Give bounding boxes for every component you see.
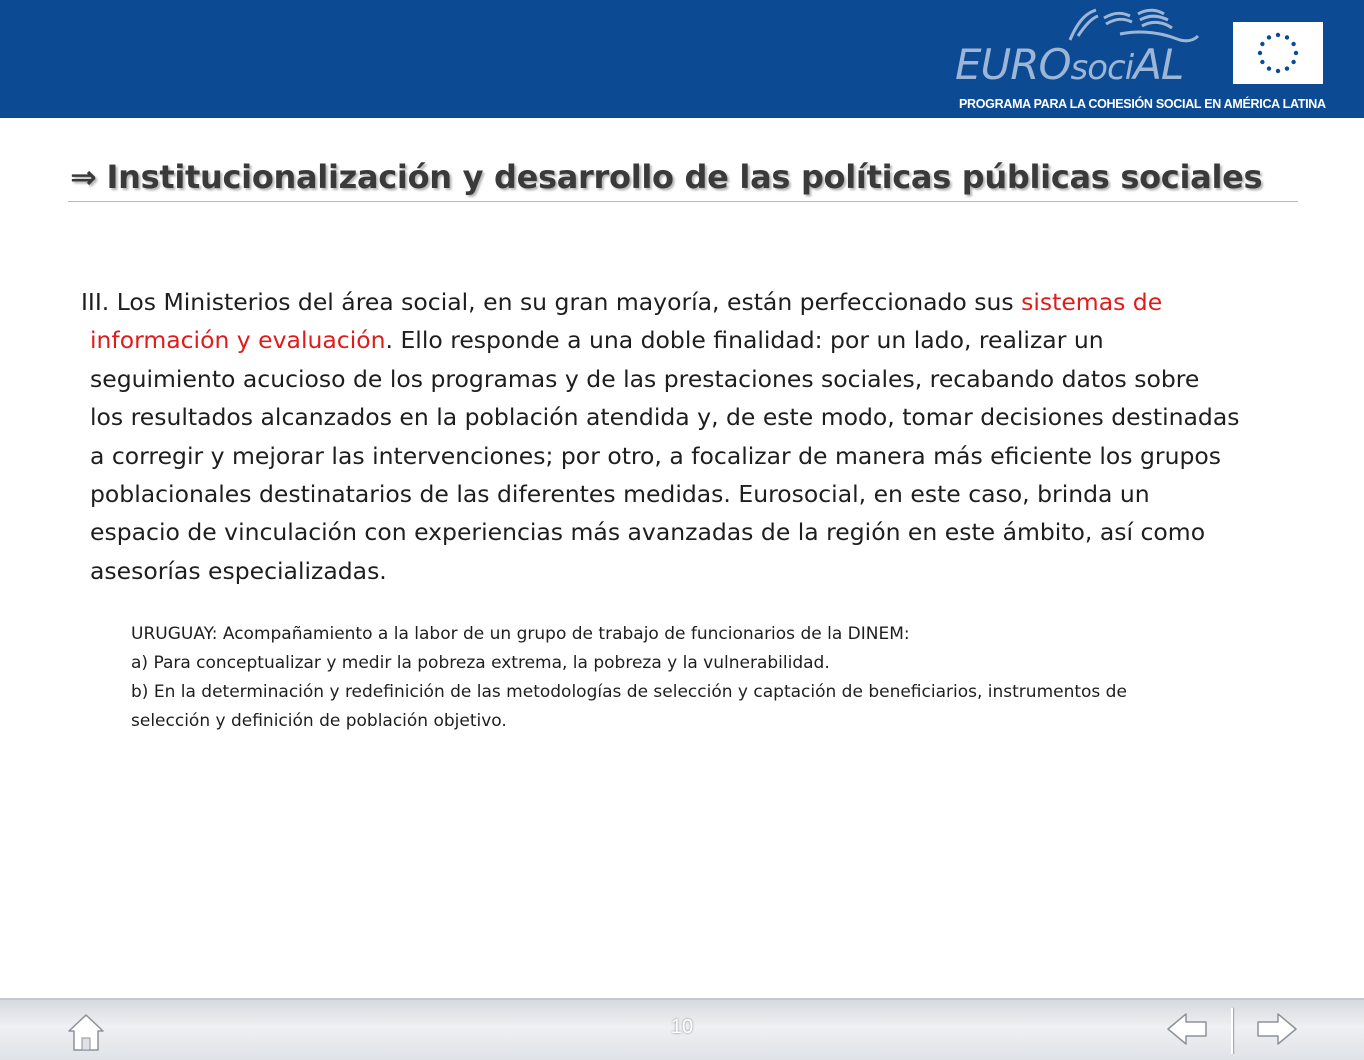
paragraph-line: los resultados alcanzados en la población atendida y, de este modo, tomar decisiones destinadas	[90, 403, 1240, 432]
nav-divider	[1231, 1008, 1233, 1054]
header-banner	[0, 0, 1364, 118]
eu-stars-icon	[1233, 22, 1323, 84]
paragraph-line: espacio de vinculación con experiencias más avanzadas de la región en este ámbito, así como	[90, 518, 1206, 547]
paragraph-line: información y evaluación. Ello responde a una doble finalidad: por un lado, realizar un	[90, 326, 1104, 355]
logo-subtitle: PROGRAMA PARA LA COHESIÓN SOCIAL EN AMÉRICA LATINA	[959, 97, 1326, 111]
slide-title-text: Institucionalización y desarrollo de las políticas públicas sociales	[106, 158, 1263, 196]
main-paragraph	[81, 283, 1340, 590]
example-line: b) En la determinación y redefinición de las metodologías de selección y captación de beneficiarios, instrumentos de	[131, 682, 1127, 702]
paragraph-line: a corregir y mejorar las intervenciones; por otro, a focalizar de manera más eficiente los grupos	[90, 441, 1222, 470]
paragraph-line: seguimiento acucioso de los programas y de las prestaciones sociales, recabando datos sobre	[90, 364, 1200, 393]
highlight-text: sistemas de	[1021, 288, 1163, 316]
footer-nav-bar	[0, 998, 1364, 1060]
example-line: a) Para conceptualizar y medir la pobreza extrema, la pobreza y la vulnerabilidad.	[131, 653, 830, 673]
paragraph-line: poblacionales destinatarios de las diferentes medidas. Eurosocial, en este caso, brinda un	[90, 480, 1150, 509]
paragraph-line: asesorías especializadas.	[90, 556, 387, 585]
uruguay-example	[131, 620, 1331, 736]
prev-arrow-icon[interactable]	[1166, 1012, 1208, 1046]
highlight-text: información y evaluación	[90, 326, 386, 355]
example-line: URUGUAY: Acompañamiento a la labor de un grupo de trabajo de funcionarios de la DINEM:	[131, 624, 910, 644]
logo-wordmark: EUROsociAL	[955, 40, 1184, 89]
slide-title	[70, 158, 1262, 196]
page-number: 10	[670, 1016, 694, 1038]
next-arrow-icon[interactable]	[1256, 1012, 1298, 1046]
example-line: selección y definición de población objetivo.	[131, 711, 507, 731]
eu-flag-icon	[1233, 22, 1323, 84]
slide-title-bar	[68, 158, 1298, 202]
paragraph-line: III. Los Ministerios del área social, en su gran mayoría, están perfeccionado sus sistemas de	[81, 288, 1163, 316]
eurosocial-logo	[945, 6, 1335, 114]
double-arrow-icon: ⇒	[70, 158, 97, 196]
